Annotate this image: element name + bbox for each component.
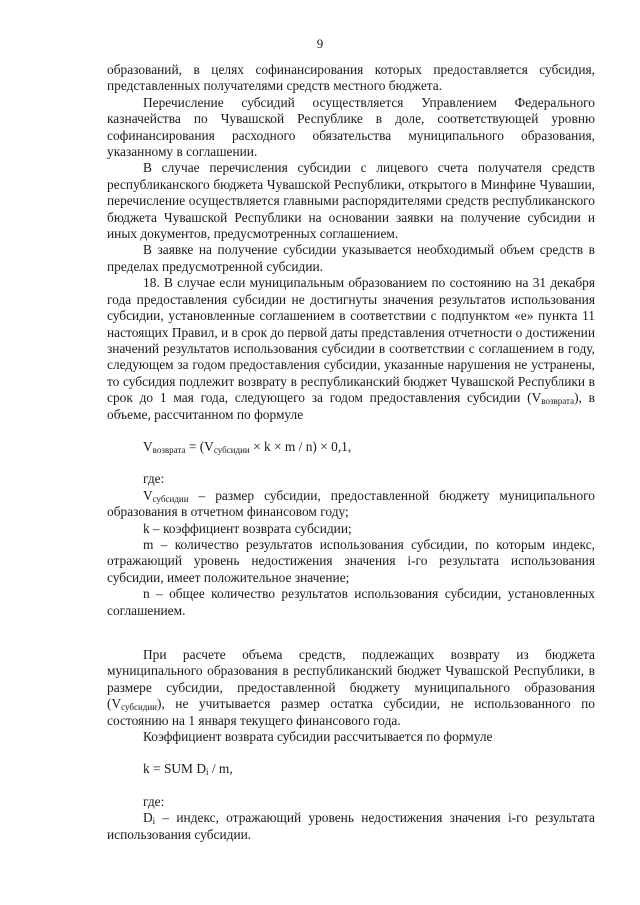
page-number: 9 — [316, 36, 324, 51]
definition: $D_i$ – индекс, отражающий уровень недостижения значения i-го результата использования субсидии. — [107, 810, 595, 842]
paragraph: При расчете объема средств, подлежащих возврату из бюджета муниципального образования в республиканский бюджет Чувашской Республики, в размере субсидии, предоставленной бюджету муниципального образования $(V_{субсидии})$, не учитывается размер остатка субсидии, не использованного по состоянию на 1 января текущего финансового года. — [107, 647, 595, 728]
definition: n – общее количество результатов использования субсидии, установленных соглашением. — [107, 586, 595, 618]
paragraph: В заявке на получение субсидии указывается необходимый объем средств в пределах предусмотренной субсидии. — [107, 242, 595, 274]
definition: k – коэффициент возврата субсидии; — [143, 520, 352, 536]
paragraph-18: 18. В случае если муниципальным образованием по состоянию на 31 декабря года предоставления субсидии не достигнуты значения результатов использования субсидии, установленные соглашением в соответствии с подпунктом «е» пункта 11 настоящих Правил, и в срок до первой даты представления отчетности о достижении значений результатов использования субсидии в соответствии с соглашением в году, следующем за годом предоставления субсидии, указанные нарушения не устранены, то субсидия подлежит возврату в республиканский бюджет Чувашской Республики в срок до 1 мая года, следующего за годом предоставления субсидии $(V_{возврата})$, в объеме, рассчитанном по формуле — [107, 275, 595, 422]
paragraph: Коэффициент возврата субсидии рассчитывается по формуле — [143, 729, 493, 745]
definition: $V_{субсидии}$ – размер субсидии, предоставленной бюджету муниципального образования в отчетном финансовом году; — [107, 487, 595, 520]
document-body — [107, 62, 595, 843]
paragraph: Перечисление субсидий осуществляется Управлением Федерального казначейства по Чувашской Республике в доле, соответствующей уровню софинансирования расходного обязательства муниципального образования, указанному в соглашении. — [107, 94, 595, 160]
formula-coefficient: k = SUM $D_i$ / m, — [143, 761, 233, 778]
where-label: где: — [143, 471, 165, 487]
formula-return-volume: $V_{возврата} = (V_{субсидии} \times k \times m / n) \times 0,1$, — [143, 438, 352, 455]
definition: m – количество результатов использования субсидии, по которым индекс, отражающий уровень недостижения значения i-го результата использования субсидии, имеет положительное значение; — [107, 536, 595, 585]
where-label: где: — [143, 793, 165, 809]
paragraph: образований, в целях софинансирования которых предоставляется субсидия, представленных получателями средств местного бюджета. — [107, 62, 595, 94]
paragraph: В случае перечисления субсидии с лицевого счета получателя средств республиканского бюджета Чувашской Республики, открытого в Минфине Чувашии, перечисление осуществляется главными распорядителями средств республиканского бюджета Чувашской Республики на основании заявки на получение субсидии и иных документов, предусмотренных соглашением. — [107, 160, 595, 242]
